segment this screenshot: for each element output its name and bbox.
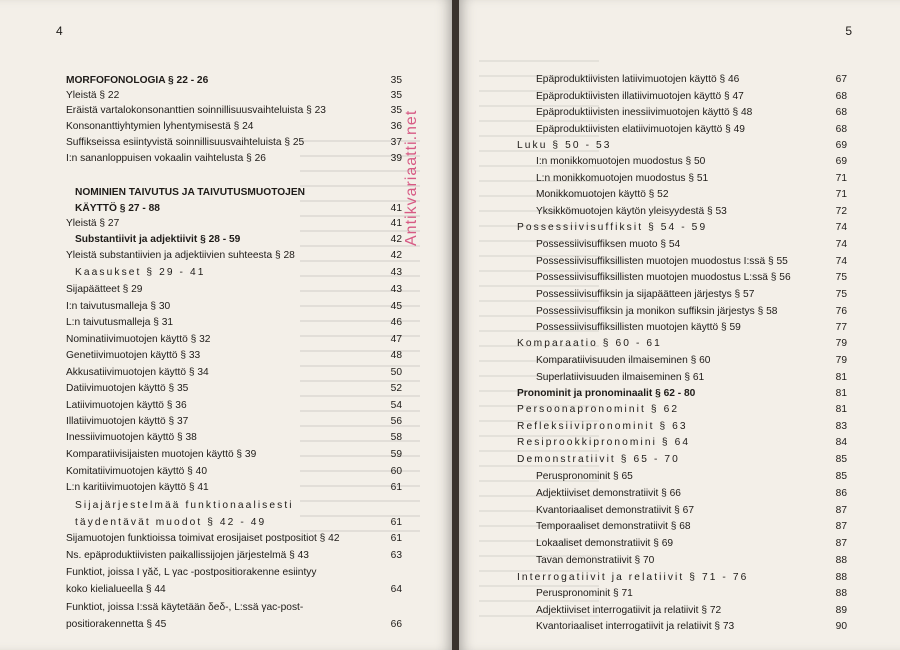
toc-entry (66, 466, 402, 478)
toc-entry (66, 400, 402, 412)
toc-entry (536, 173, 847, 185)
toc-entry-title: Sijapäätteet § 29 (66, 284, 143, 295)
toc-entry-title: Possessiivisuffiksillisten muotojen muodostus L:ssä § 56 (536, 272, 791, 283)
toc-entry (517, 388, 847, 400)
toc-entry-title: I:n taivutusmalleja § 30 (66, 301, 171, 312)
toc-entry-title: Possessiivisuffiksin ja sijapäätteen järjestys § 57 (536, 289, 755, 300)
toc-entry (66, 284, 402, 296)
toc-entry (517, 404, 847, 416)
toc-entry-title: Datiivimuotojen käyttö § 35 (66, 383, 189, 394)
toc-entry-page: 36 (390, 121, 402, 132)
toc-entry-title: Possessiivisuffiksillisten muotojen käyttö § 59 (536, 322, 741, 333)
toc-entry-page: 43 (390, 284, 402, 295)
toc-entry-page: 85 (835, 454, 847, 465)
toc-entry-page: 86 (835, 488, 847, 499)
toc-entry-title: Sijajärjestelmää funktionaalisesti (75, 500, 294, 511)
watermark: Antikvariaatti.net (403, 109, 420, 246)
toc-entry-page: 35 (390, 105, 402, 116)
toc-entry-title: Funktiot, joissa I γăč, L γac -postpositiorakenne esiintyy (66, 567, 317, 578)
toc-entry (536, 306, 847, 318)
toc-entry (536, 91, 847, 103)
toc-entry (536, 471, 847, 483)
toc-entry-title: Sijamuotojen funktioissa toimivat erosijaiset postpositiot § 42 (66, 533, 340, 544)
toc-entry-title: Possessiivisuffiksin ja monikon suffiksin järjestys § 58 (536, 306, 778, 317)
toc-entry (536, 605, 847, 617)
toc-entry-page: 72 (835, 206, 847, 217)
toc-entry-title: Persoonapronominit § 62 (517, 404, 680, 415)
toc-entry (517, 338, 847, 350)
toc-entry-title: Adjektiiviset interrogatiivit ja relatiivit § 72 (536, 605, 722, 616)
toc-entry-title: koko kielialueella § 44 (66, 584, 166, 595)
toc-entry-page: 35 (390, 90, 402, 101)
toc-entry-page: 58 (390, 432, 402, 443)
toc-entry (517, 454, 847, 466)
toc-entry-page: 76 (835, 306, 847, 317)
toc-entry (75, 517, 402, 529)
toc-entry-page: 81 (835, 404, 847, 415)
toc-entry (536, 555, 847, 567)
toc-entry (536, 372, 847, 384)
toc-entry (66, 416, 402, 428)
toc-entry-page: 41 (390, 218, 402, 229)
toc-entry-title: MORFOFONOLOGIA § 22 - 26 (66, 75, 209, 86)
toc-entry (66, 367, 402, 379)
toc-entry-page: 88 (835, 572, 847, 583)
toc-entry-page: 60 (390, 466, 402, 477)
toc-entry (66, 619, 402, 631)
toc-entry (66, 250, 402, 262)
toc-entry (66, 301, 402, 313)
toc-entry (536, 74, 847, 86)
toc-entry-title: Possessiivisuffiksit § 54 - 59 (517, 222, 708, 233)
book-gutter (452, 0, 459, 650)
toc-entry-title: Yleistä § 22 (66, 90, 120, 101)
toc-entry (75, 187, 402, 199)
toc-entry-page: 46 (390, 317, 402, 328)
toc-entry-page: 74 (835, 239, 847, 250)
toc-entry-page: 84 (835, 437, 847, 448)
toc-entry (66, 317, 402, 329)
toc-entry (66, 350, 402, 362)
toc-entry-title: Yleistä substantiivien ja adjektiivien suhteesta § 28 (66, 250, 295, 261)
toc-entry-title: Nominatiivimuotojen käyttö § 32 (66, 334, 211, 345)
toc-entry (536, 621, 847, 633)
toc-entry (536, 355, 847, 367)
toc-entry-page: 48 (390, 350, 402, 361)
toc-entry-page: 45 (390, 301, 402, 312)
toc-entry-title: Interrogatiivit ja relatiivit § 71 - 76 (517, 572, 749, 583)
toc-entry-title: Kvantoriaaliset interrogatiivit ja relatiivit § 73 (536, 621, 735, 632)
toc-entry (66, 121, 402, 133)
toc-entry-page: 39 (390, 153, 402, 164)
toc-entry-page: 69 (835, 156, 847, 167)
toc-entry-title: positiorakennetta § 45 (66, 619, 167, 630)
page-number-right: 5 (845, 24, 852, 38)
toc-entry-page: 75 (835, 272, 847, 283)
toc-entry-page: 81 (835, 372, 847, 383)
toc-entry-title: Kaasukset § 29 - 41 (75, 267, 206, 278)
toc-entry-title: L:n taivutusmalleja § 31 (66, 317, 174, 328)
page-number-left: 4 (56, 24, 63, 38)
toc-entry (66, 584, 402, 596)
toc-entry-page: 83 (835, 421, 847, 432)
toc-entry-title: Kvantoriaaliset demonstratiivit § 67 (536, 505, 694, 516)
toc-entry-page: 75 (835, 289, 847, 300)
toc-entry (517, 140, 847, 152)
toc-entry-page: 69 (835, 140, 847, 151)
toc-entry-title: Monikkomuotojen käyttö § 52 (536, 189, 669, 200)
toc-entry-title: Refleksiivipronominit § 63 (517, 421, 688, 432)
toc-entry-title: Funktiot, joissa I:ssä käytetään δeδ-, L:ssä γac-post- (66, 602, 304, 613)
toc-entry-title: Epäproduktiivisten elatiivimuotojen käyttö § 49 (536, 124, 745, 135)
toc-entry (66, 482, 402, 494)
toc-entry-title: Komitatiivimuotojen käyttö § 40 (66, 466, 207, 477)
toc-entry-title: L:n karitiivimuotojen käyttö § 41 (66, 482, 209, 493)
toc-entry-page: 61 (390, 517, 402, 528)
toc-entry-title: Eräistä vartalokonsonanttien soinnillisuusvaihteluista § 23 (66, 105, 326, 116)
toc-entry (75, 203, 402, 215)
toc-entry-page: 64 (390, 584, 402, 595)
toc-entry-title: Komparaatio § 60 - 61 (517, 338, 662, 349)
toc-entry (536, 521, 847, 533)
toc-entry (536, 256, 847, 268)
toc-entry (66, 90, 402, 102)
toc-entry-page: 74 (835, 222, 847, 233)
toc-entry-title: Konsonanttiyhtymien lyhentymisestä § 24 (66, 121, 254, 132)
toc-entry (66, 550, 402, 562)
toc-entry-title: NOMINIEN TAIVUTUS JA TAIVUTUSMUOTOJEN (75, 187, 305, 198)
toc-entry-title: KÄYTTÖ § 27 - 88 (75, 203, 160, 214)
toc-entry-page: 68 (835, 107, 847, 118)
toc-entry (66, 218, 402, 230)
toc-entry (536, 107, 847, 119)
toc-entry-page: 67 (835, 74, 847, 85)
right-page (459, 0, 900, 650)
toc-entry-page: 35 (390, 75, 402, 86)
toc-entry-title: Inessiivimuotojen käyttö § 38 (66, 432, 197, 443)
toc-entry (66, 567, 402, 579)
toc-entry-title: I:n sananloppuisen vokaalin vaihtelusta § 26 (66, 153, 266, 164)
toc-entry (66, 153, 402, 165)
toc-entry (536, 156, 847, 168)
toc-entry-title: Tavan demonstratiivit § 70 (536, 555, 655, 566)
toc-entry-page: 81 (835, 388, 847, 399)
toc-entry (536, 538, 847, 550)
toc-entry (66, 432, 402, 444)
toc-entry (517, 437, 847, 449)
toc-entry-title: Lokaaliset demonstratiivit § 69 (536, 538, 674, 549)
toc-entry (66, 105, 402, 117)
toc-entry-page: 90 (835, 621, 847, 632)
toc-entry-title: Demonstratiivit § 65 - 70 (517, 454, 680, 465)
toc-entry (536, 189, 847, 201)
toc-entry-title: Temporaaliset demonstratiivit § 68 (536, 521, 691, 532)
toc-entry-title: Epäproduktiivisten latiivimuotojen käyttö § 46 (536, 74, 740, 85)
toc-entry (66, 334, 402, 346)
toc-entry-page: 54 (390, 400, 402, 411)
toc-entry-title: täydentävät muodot § 42 - 49 (75, 517, 267, 528)
toc-entry (517, 572, 847, 584)
toc-entry-page: 87 (835, 521, 847, 532)
toc-entry (66, 137, 402, 149)
toc-entry-page: 63 (390, 550, 402, 561)
toc-entry-title: Komparatiivisijaisten muotojen käyttö § 39 (66, 449, 257, 460)
toc-entry-page: 59 (390, 449, 402, 460)
toc-entry-page: 66 (390, 619, 402, 630)
toc-entry-page: 88 (835, 555, 847, 566)
toc-entry (536, 239, 847, 251)
toc-entry (66, 383, 402, 395)
toc-entry-title: Peruspronominit § 65 (536, 471, 633, 482)
toc-entry (536, 588, 847, 600)
toc-entry-title: Possessiivisuffiksen muoto § 54 (536, 239, 681, 250)
toc-entry-page: 61 (390, 533, 402, 544)
toc-entry-page: 41 (390, 203, 402, 214)
toc-entry-title: Possessiivisuffiksillisten muotojen muodostus I:ssä § 55 (536, 256, 788, 267)
toc-entry-title: Epäproduktiivisten inessiivimuotojen käyttö § 48 (536, 107, 753, 118)
toc-entry-page: 87 (835, 505, 847, 516)
toc-entry-title: Adjektiiviset demonstratiivit § 66 (536, 488, 681, 499)
toc-entry-page: 37 (390, 137, 402, 148)
toc-entry-title: L:n monikkomuotojen muodostus § 51 (536, 173, 709, 184)
toc-entry-page: 87 (835, 538, 847, 549)
toc-entry (536, 272, 847, 284)
toc-entry-title: Peruspronominit § 71 (536, 588, 633, 599)
toc-entry-page: 42 (390, 234, 402, 245)
toc-entry-page: 79 (835, 338, 847, 349)
toc-entry-page: 61 (390, 482, 402, 493)
toc-entry-page: 89 (835, 605, 847, 616)
toc-entry-page: 50 (390, 367, 402, 378)
toc-entry (75, 234, 402, 246)
toc-entry-page: 47 (390, 334, 402, 345)
toc-entry-page: 52 (390, 383, 402, 394)
toc-entry-page: 56 (390, 416, 402, 427)
toc-entry-title: Substantiivit ja adjektiivit § 28 - 59 (75, 234, 241, 245)
toc-entry-title: Ns. epäproduktiivisten paikallissijojen järjestelmä § 43 (66, 550, 309, 561)
toc-entry (66, 533, 402, 545)
toc-entry (517, 222, 847, 234)
toc-entry-title: Suffikseissa esiintyvistä soinnillisuusvaihteluista § 25 (66, 137, 305, 148)
toc-entry-page: 79 (835, 355, 847, 366)
toc-entry-title: Resiprookkipronomini § 64 (517, 437, 691, 448)
toc-entry-title: Akkusatiivimuotojen käyttö § 34 (66, 367, 209, 378)
toc-entry-title: Illatiivimuotojen käyttö § 37 (66, 416, 189, 427)
toc-entry-title: Yksikkömuotojen käytön yleisyydestä § 53 (536, 206, 727, 217)
toc-entry (536, 289, 847, 301)
toc-entry-page: 71 (835, 173, 847, 184)
toc-entry (536, 206, 847, 218)
toc-entry-title: Superlatiivisuuden ilmaiseminen § 61 (536, 372, 705, 383)
toc-entry (536, 505, 847, 517)
toc-entry-title: Epäproduktiivisten illatiivimuotojen käyttö § 47 (536, 91, 744, 102)
toc-entry-page: 43 (390, 267, 402, 278)
toc-entry-title: Yleistä § 27 (66, 218, 120, 229)
toc-entry-title: Genetiivimuotojen käyttö § 33 (66, 350, 201, 361)
toc-entry-page: 77 (835, 322, 847, 333)
toc-entry-title: I:n monikkomuotojen muodostus § 50 (536, 156, 706, 167)
toc-entry (66, 75, 402, 87)
toc-entry (536, 322, 847, 334)
toc-entry-title: Latiivimuotojen käyttö § 36 (66, 400, 187, 411)
toc-entry-title: Komparatiivisuuden ilmaiseminen § 60 (536, 355, 711, 366)
toc-entry-title: Pronominit ja pronominaalit § 62 - 80 (517, 388, 696, 399)
toc-entry (517, 421, 847, 433)
toc-entry-page: 42 (390, 250, 402, 261)
toc-entry-page: 68 (835, 124, 847, 135)
toc-entry (536, 488, 847, 500)
toc-entry-page: 71 (835, 189, 847, 200)
toc-entry (75, 267, 402, 279)
toc-entry (75, 500, 402, 512)
toc-entry-page: 85 (835, 471, 847, 482)
toc-entry (536, 124, 847, 136)
toc-entry-page: 74 (835, 256, 847, 267)
toc-entry-page: 68 (835, 91, 847, 102)
toc-entry (66, 602, 402, 614)
toc-entry-page: 88 (835, 588, 847, 599)
toc-entry (66, 449, 402, 461)
toc-entry-title: Luku § 50 - 53 (517, 140, 612, 151)
